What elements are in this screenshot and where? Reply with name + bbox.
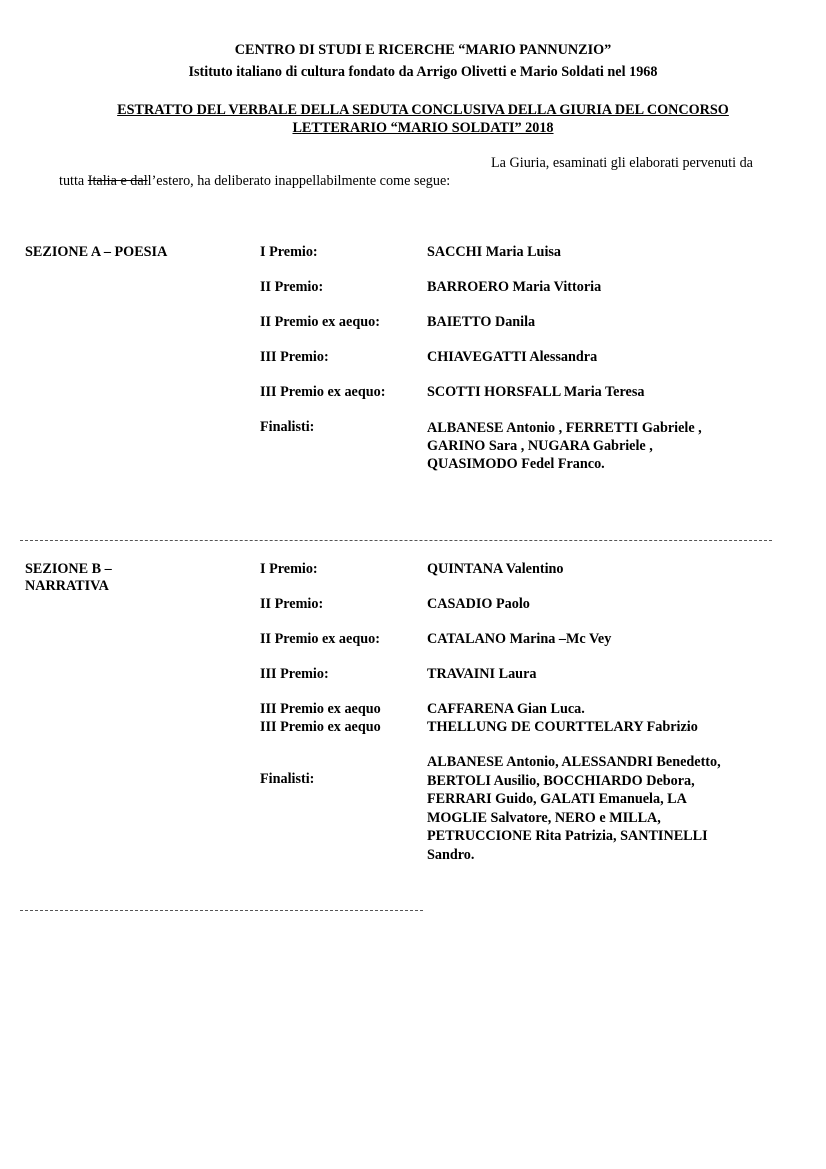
section-b-winner: THELLUNG DE COURTTELARY Fabrizio <box>427 719 698 735</box>
section-a-winner: BARROERO Maria Vittoria <box>427 279 602 295</box>
section-a-finalists-label: Finalisti: <box>260 419 315 435</box>
section-divider <box>20 540 772 541</box>
section-b-prize-label: I Premio: <box>260 561 318 577</box>
finalist-line: BERTOLI Ausilio, BOCCHIARDO Debora, <box>427 772 695 789</box>
section-b-prize-label: II Premio ex aequo: <box>260 631 380 647</box>
finalist-line: GARINO Sara , NUGARA Gabriele , <box>427 438 653 454</box>
intro-line-2 <box>59 173 450 190</box>
section-a-winner: SCOTTI HORSFALL Maria Teresa <box>427 384 645 400</box>
intro-line-1: La Giuria, esaminati gli elaborati pervenuti da <box>491 155 753 171</box>
section-a-title: SEZIONE A – POESIA <box>25 244 168 260</box>
section-a-prize-label: I Premio: <box>260 244 318 260</box>
section-b-title-line-2: NARRATIVA <box>25 578 109 594</box>
section-b-prize-label: III Premio ex aequo <box>260 701 381 717</box>
section-a-winner: SACCHI Maria Luisa <box>427 244 562 260</box>
document-title-line-2: LETTERARIO “MARIO SOLDATI” 2018 <box>292 120 554 136</box>
section-a-prize-label: II Premio: <box>260 279 324 295</box>
finalist-line: ALBANESE Antonio , FERRETTI Gabriele , <box>427 420 702 436</box>
finalist-line: MOGLIE Salvatore, NERO e MILLA, <box>427 809 661 826</box>
section-b-winner: CATALANO Marina –Mc Vey <box>427 631 612 647</box>
section-b-winner: CAFFARENA Gian Luca. <box>427 701 585 717</box>
finalist-line: Sandro. <box>427 846 475 863</box>
section-b-finalists-label: Finalisti: <box>260 771 315 787</box>
section-b-prize-label: III Premio ex aequo <box>260 719 381 735</box>
intro-struck-text: Italia e dal <box>87 173 148 189</box>
finalist-line: ALBANESE Antonio, ALESSANDRI Benedetto, <box>427 754 721 770</box>
intro-suffix: l’estero, ha deliberato inappellabilmente come segue: <box>147 173 451 189</box>
finalist-line: PETRUCCIONE Rita Patrizia, SANTINELLI <box>427 828 708 844</box>
section-a-finalists-list <box>427 419 702 473</box>
finalist-line: QUASIMODO Fedel Franco. <box>427 456 605 472</box>
institute-name: CENTRO DI STUDI E RICERCHE “MARIO PANNUNZIO” <box>234 42 612 58</box>
institute-subtitle: Istituto italiano di cultura fondato da Arrigo Olivetti e Mario Soldati nel 1968 <box>188 64 658 80</box>
section-b-prize-label: III Premio: <box>260 666 329 682</box>
end-divider <box>20 910 423 911</box>
section-a-winner: BAIETTO Danila <box>427 314 536 330</box>
section-b-title-line-1: SEZIONE B – <box>25 561 112 577</box>
document-title-line-1: ESTRATTO DEL VERBALE DELLA SEDUTA CONCLUSIVA DELLA GIURIA DEL CONCORSO <box>117 102 729 118</box>
section-b-title <box>25 561 112 595</box>
section-a-winner: CHIAVEGATTI Alessandra <box>427 349 598 365</box>
section-a-prize-label: III Premio ex aequo: <box>260 384 386 400</box>
intro-prefix: tutta <box>59 173 88 189</box>
section-b-finalists-list <box>427 753 721 864</box>
section-b-winner: TRAVAINI Laura <box>427 666 537 682</box>
finalist-line: FERRARI Guido, GALATI Emanuela, LA <box>427 791 687 807</box>
section-b-winner: CASADIO Paolo <box>427 596 530 612</box>
section-b-winner: QUINTANA Valentino <box>427 561 564 577</box>
section-a-prize-label: II Premio ex aequo: <box>260 314 380 330</box>
section-b-prize-label: II Premio: <box>260 596 324 612</box>
section-a-prize-label: III Premio: <box>260 349 329 365</box>
